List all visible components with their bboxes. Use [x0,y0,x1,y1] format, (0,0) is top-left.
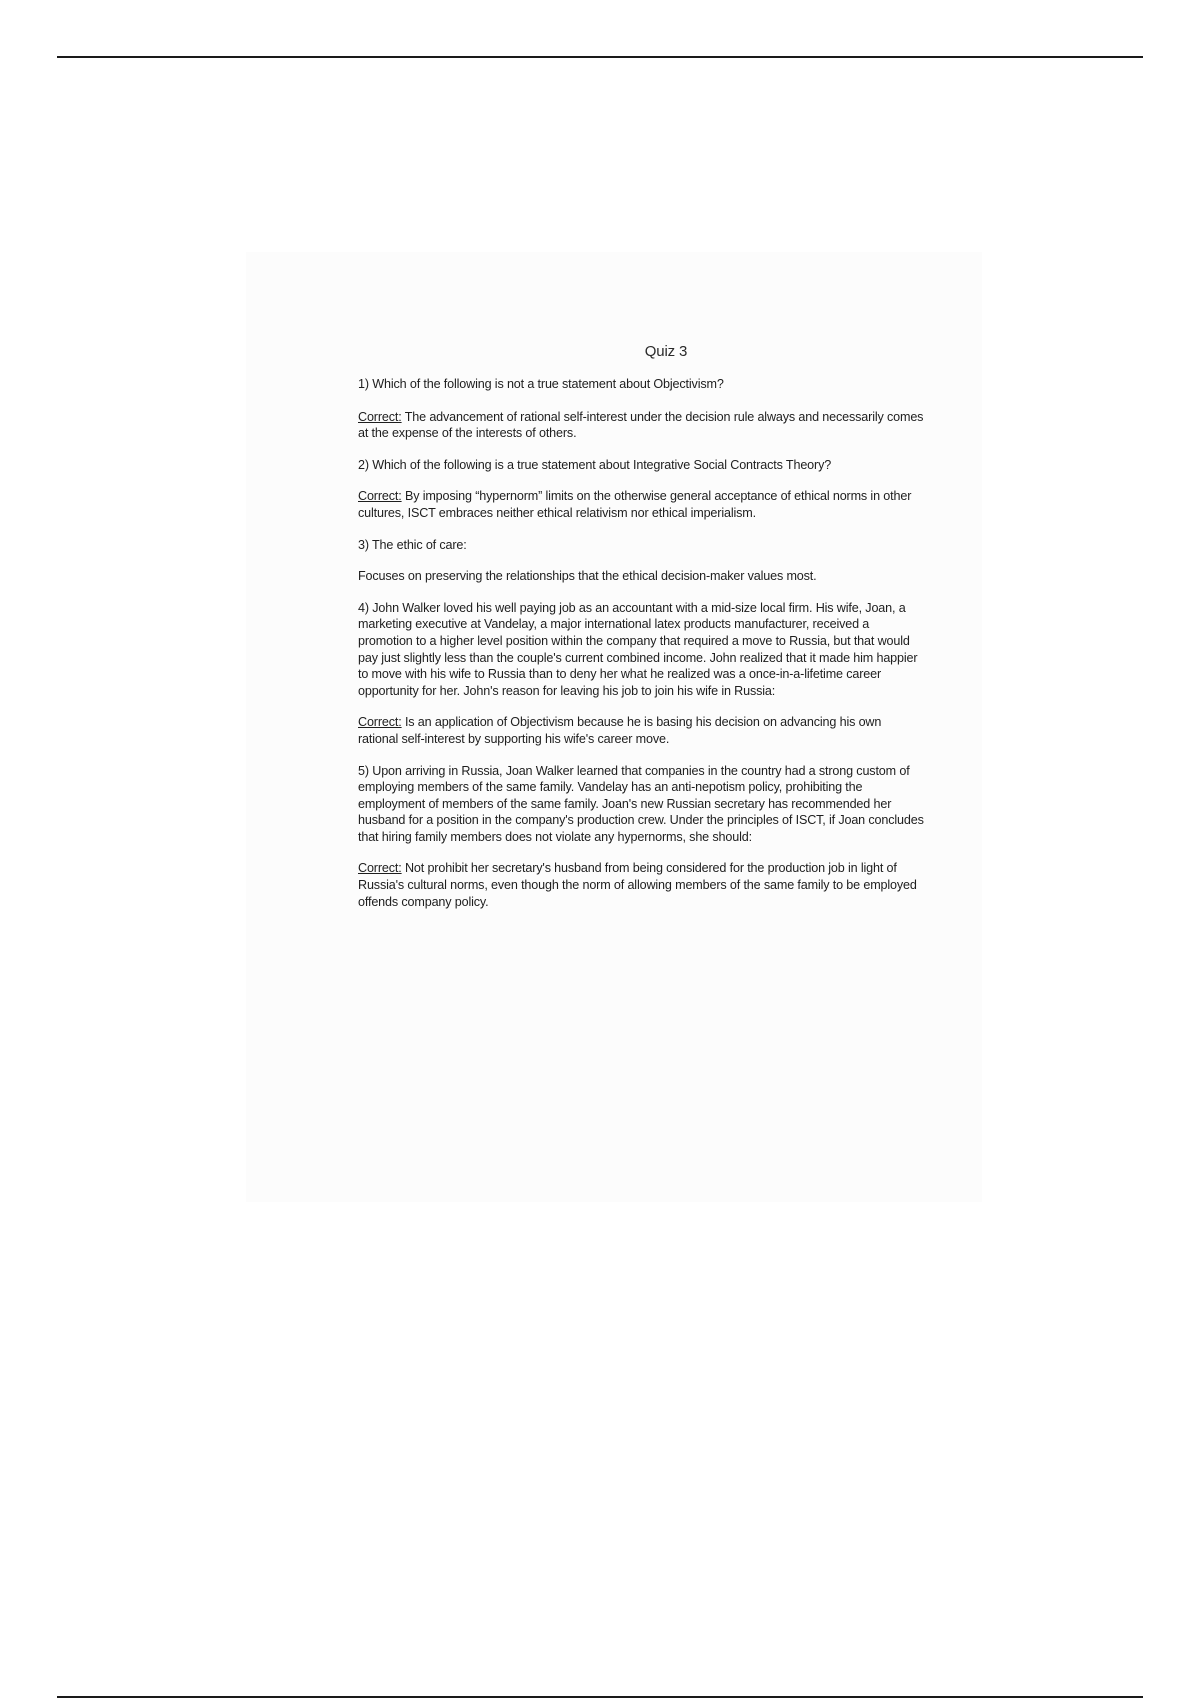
answer-text: Not prohibit her secretary's husband from being considered for the production job in light of Russia's cultural norms, even though the norm of allowing members of the same family to be employed offends company policy. [358,861,917,909]
answer-text: By imposing “hypernorm” limits on the otherwise general acceptance of ethical norms in other cultures, ISCT embraces neither ethical relativism nor ethical imperialism. [358,489,912,520]
question-3: 3) The ethic of care: [358,537,467,552]
question-2: 2) Which of the following is a true statement about Integrative Social Contracts Theory? [358,457,832,472]
quiz-content [358,342,924,925]
correct-label: Correct: [358,715,402,730]
quiz-title: Quiz 3 [644,343,688,360]
top-rule [57,56,1143,58]
answer-3: Focuses on preserving the relationships that the ethical decision-maker values most. [358,569,817,584]
answer-text: Is an application of Objectivism because he is basing his decision on advancing his own rational self-interest by supporting his wife's career move. [358,715,882,746]
question-4: 4) John Walker loved his well paying job as an accountant with a mid-size local firm. His wife, Joan, a marketing executive at Vandelay, a major international latex products manufacturer, received a promotion to a higher level position within the company that required a move to Russia, but that would pay just slightly less than the couple's current combined income. John realized that it made him happier to move with his wife to Russia than to deny her what he realized was a once-in-a-lifetime career opportunity for her. John's reason for leaving his job to join his wife in Russia: [358,600,918,698]
answer-text: The advancement of rational self-interest under the decision rule always and necessarily comes at the expense of the interests of others. [358,409,924,441]
answer-2 [358,488,924,521]
question-1: 1) Which of the following is not a true statement about Objectivism? [358,377,724,391]
answer-4 [358,714,924,747]
correct-label: Correct: [358,409,402,424]
bottom-rule [57,1696,1143,1698]
answer-1 [358,409,924,442]
answer-5 [358,860,924,910]
correct-label: Correct: [358,489,402,504]
correct-label: Correct: [358,861,402,876]
question-5: 5) Upon arriving in Russia, Joan Walker learned that companies in the country had a strong custom of employing members of the same family. Vandelay has an anti-nepotism policy, prohibiting the employment of members of the same family. Joan's new Russian secretary has recommended her husband for a position in the company's production crew. Under the principles of ISCT, if Joan concludes that hiring family members does not violate any hypernorms, she should: [358,763,924,844]
